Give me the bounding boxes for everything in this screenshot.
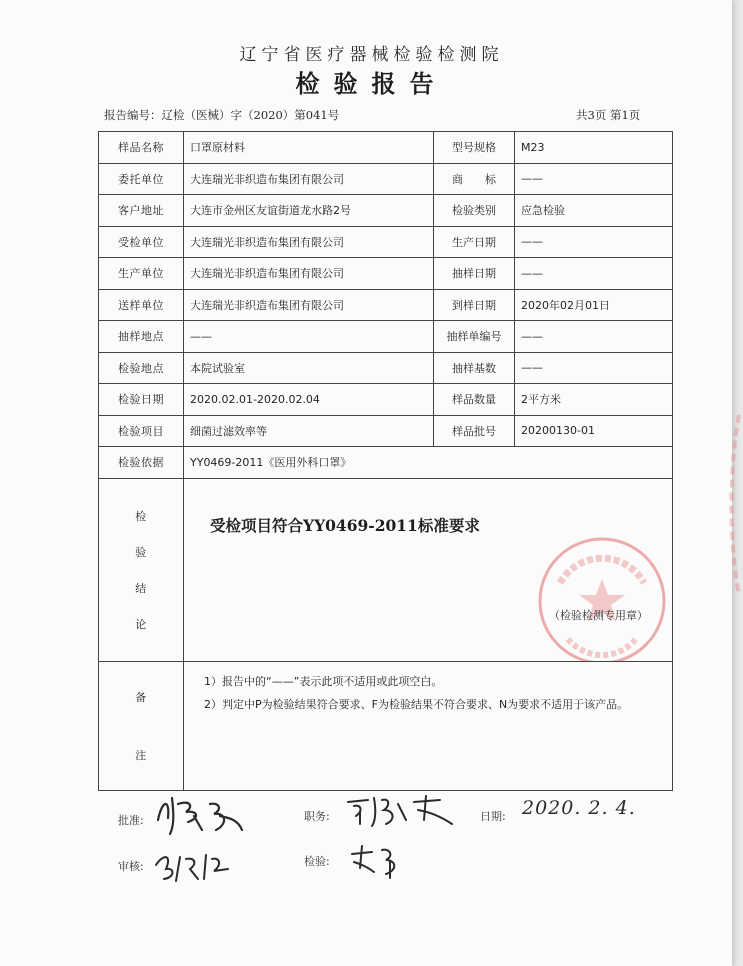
inspector-signature	[346, 842, 416, 882]
basis-value: YY0469-2011《医用外科口罩》	[184, 447, 673, 479]
position-handwriting	[340, 790, 460, 830]
note-1: 1）报告中的“——”表示此项不适用或此项空白。	[204, 674, 443, 688]
row-label: 检验地点	[99, 352, 184, 384]
row-label: 委托单位	[99, 163, 184, 195]
row-label: 样品名称	[99, 132, 184, 164]
conclusion-label	[99, 478, 184, 661]
row-label-2: 抽样日期	[434, 258, 515, 290]
notes-cell	[184, 661, 673, 790]
info-row	[99, 415, 673, 447]
row-label-2: 型号规格	[434, 132, 515, 164]
row-label-2: 样品数量	[434, 384, 515, 416]
approver-signature	[150, 790, 250, 840]
row-label-2: 检验类别	[434, 195, 515, 227]
row-value-2: 2020年02月01日	[515, 289, 673, 321]
info-row	[99, 163, 673, 195]
notes-row	[99, 661, 673, 790]
info-row	[99, 384, 673, 416]
row-label-2: 抽样基数	[434, 352, 515, 384]
conclusion-text: 受检项目符合YY0469-2011标准要求	[210, 515, 480, 535]
info-rows	[99, 132, 673, 447]
row-value: 大连瑞光非织造布集团有限公司	[184, 289, 434, 321]
conclusion-cell	[184, 478, 673, 661]
row-value: 大连瑞光非织造布集团有限公司	[184, 163, 434, 195]
notes-label	[99, 661, 184, 790]
info-row	[99, 258, 673, 290]
inspect-label: 检验:	[304, 855, 330, 868]
basis-row	[99, 447, 673, 479]
basis-label: 检验依据	[99, 447, 184, 479]
reviewer-signature	[150, 845, 240, 885]
row-label-2: 到样日期	[434, 289, 515, 321]
row-value: 口罩原材料	[184, 132, 434, 164]
row-label: 送样单位	[99, 289, 184, 321]
row-value: 细菌过滤效率等	[184, 415, 434, 447]
conclusion-label-char: 验	[135, 545, 147, 559]
row-label: 客户地址	[99, 195, 184, 227]
conclusion-label-char: 论	[135, 617, 147, 631]
row-value: 大连市金州区友谊街道龙水路2号	[184, 195, 434, 227]
row-value-2: 2平方米	[515, 384, 673, 416]
edge-seal-mark	[725, 405, 743, 605]
row-value: 本院试验室	[184, 352, 434, 384]
note-2: 2）判定中P为检验结果符合要求、F为检验结果不符合要求、N为要求不适用于该产品。	[204, 697, 629, 711]
approve-label: 批准:	[118, 814, 144, 827]
report-table	[98, 131, 673, 791]
row-label: 受检单位	[99, 226, 184, 258]
row-value: 2020.02.01-2020.02.04	[184, 384, 434, 416]
info-row	[99, 321, 673, 353]
row-label: 检验项目	[99, 415, 184, 447]
info-row	[99, 352, 673, 384]
conclusion-row	[99, 478, 673, 661]
report-title: 检验报告	[295, 69, 448, 98]
row-label-2: 生产日期	[434, 226, 515, 258]
row-label: 检验日期	[99, 384, 184, 416]
row-value-2: ——	[515, 163, 673, 195]
row-value: 大连瑞光非织造布集团有限公司	[184, 258, 434, 290]
conclusion-label-char: 检	[135, 509, 147, 523]
info-row	[99, 289, 673, 321]
date-value: 2020. 2. 4.	[522, 797, 636, 819]
row-label-2: 样品批号	[434, 415, 515, 447]
notes-label-char: 备	[135, 690, 147, 704]
row-value: ——	[184, 321, 434, 353]
review-label: 审核:	[118, 860, 144, 873]
official-seal	[532, 531, 672, 662]
date-label: 日期:	[480, 810, 506, 823]
row-value-2: ——	[515, 258, 673, 290]
page-count: 共3页 第1页	[576, 108, 641, 122]
seal-caption: （检验检测专用章）	[549, 608, 648, 622]
report-number: 报告编号：辽检（医械）字（2020）第041号	[104, 108, 340, 122]
info-row	[99, 195, 673, 227]
row-value-2: ——	[515, 321, 673, 353]
row-value: 大连瑞光非织造布集团有限公司	[184, 226, 434, 258]
conclusion-label-char: 结	[135, 581, 147, 595]
info-row	[99, 226, 673, 258]
row-label: 抽样地点	[99, 321, 184, 353]
notes-label-char: 注	[135, 748, 147, 762]
row-value-2: 20200130-01	[515, 415, 673, 447]
row-label-2: 商 标	[434, 163, 515, 195]
row-label-2: 抽样单编号	[434, 321, 515, 353]
position-label: 职务:	[304, 810, 330, 823]
institute-name: 辽宁省医疗器械检验检测院	[239, 45, 504, 65]
info-row	[99, 132, 673, 164]
row-value-2: ——	[515, 226, 673, 258]
row-label: 生产单位	[99, 258, 184, 290]
row-value-2: M23	[515, 132, 673, 164]
row-value-2: ——	[515, 352, 673, 384]
row-value-2: 应急检验	[515, 195, 673, 227]
